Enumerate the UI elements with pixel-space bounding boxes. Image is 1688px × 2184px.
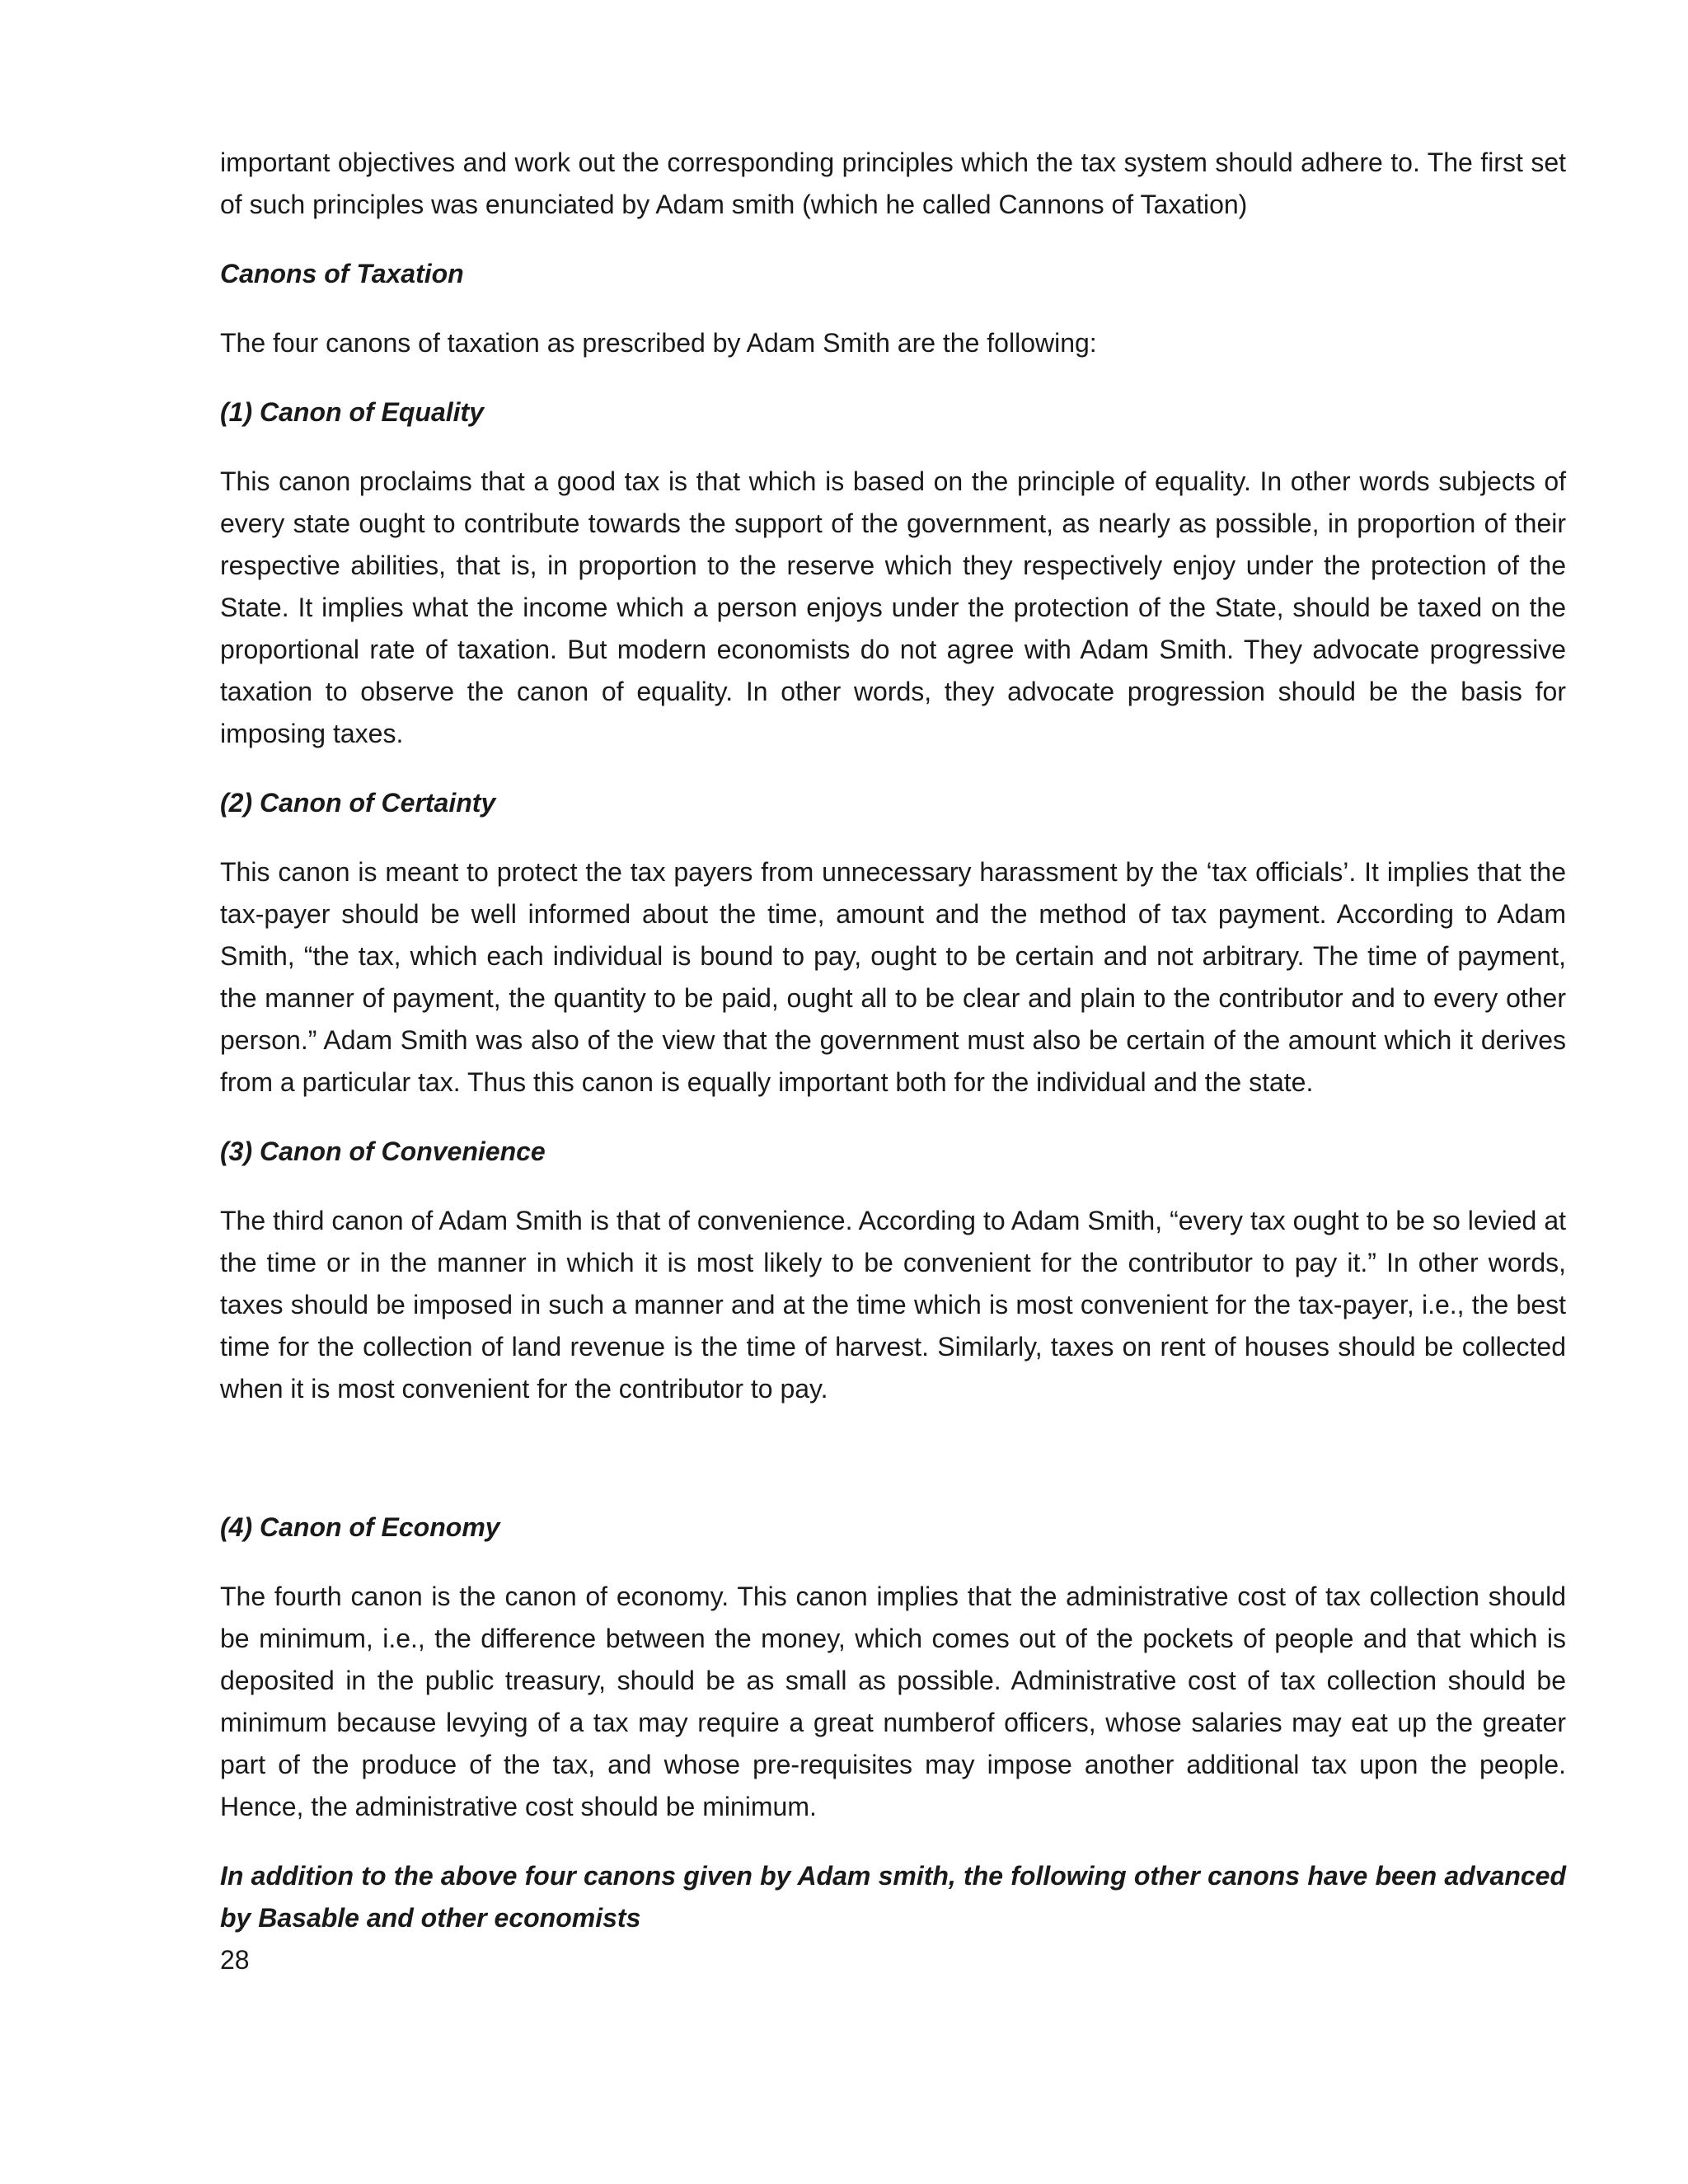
section-title: Canons of Taxation [220,259,464,288]
document-page [220,142,1566,1981]
canon-convenience-paragraph: The third canon of Adam Smith is that of convenience. According to Adam Smith, “every tax ought to be so levied at the time or in the manner in which it is most likely to be convenient for the contributor to pay it.” In other words, taxes should be imposed in such a manner and at the time which is most convenient for the tax-payer, i.e., the best time for the collection of land revenue is the time of harvest. Similarly, taxes on rent of houses should be collected when it is most convenient for the contributor to pay. [220,1206,1566,1404]
canon-convenience-heading: (3) Canon of Convenience [220,1137,546,1166]
canon-certainty-paragraph: This canon is meant to protect the tax payers from unnecessary harassment by the ‘tax officials’. It implies that the tax-payer should be well informed about the time, amount and the method of tax payment. According to Adam Smith, “the tax, which each individual is bound to pay, ought to be certain and not arbitrary. The time of payment, the manner of payment, the quantity to be paid, ought all to be clear and plain to the contributor and to every other person.” Adam Smith was also of the view that the government must also be certain of the amount which it derives from a particular tax. Thus this canon is equally important both for the individual and the state. [220,857,1566,1097]
closing-statement: In addition to the above four canons given by Adam smith, the following other canons have been advanced by Basable and other economists [220,1861,1566,1933]
blank-space [220,1437,1566,1507]
canon-equality-heading: (1) Canon of Equality [220,397,484,427]
canon-certainty-heading: (2) Canon of Certainty [220,788,496,818]
canon-economy-heading: (4) Canon of Economy [220,1512,500,1542]
section-intro-paragraph: The four canons of taxation as prescribed by Adam Smith are the following: [220,328,1097,358]
intro-paragraph: important objectives and work out the corresponding principles which the tax system should adhere to. The first set of such principles was enunciated by Adam smith (which he called Cannons of Taxation) [220,148,1566,219]
page-number: 28 [220,1945,250,1975]
canon-economy-paragraph: The fourth canon is the canon of economy. This canon implies that the administrative cost of tax collection should be minimum, i.e., the difference between the money, which comes out of the pockets of people and that which is deposited in the public treasury, should be as small as possible. Administrative cost of tax collection should be minimum because levying of a tax may require a great numberof officers, whose salaries may eat up the greater part of the produce of the tax, and whose pre-requisites may impose another additional tax upon the people. Hence, the administrative cost should be minimum. [220,1582,1566,1821]
canon-equality-paragraph: This canon proclaims that a good tax is that which is based on the principle of equality. In other words subjects of every state ought to contribute towards the support of the government, as nearly as possible, in proportion of their respective abilities, that is, in proportion to the reserve which they respectively enjoy under the protection of the State. It implies what the income which a person enjoys under the protection of the State, should be taxed on the proportional rate of taxation. But modern economists do not agree with Adam Smith. They advocate progressive taxation to observe the canon of equality. In other words, they advocate progression should be the basis for imposing taxes. [220,466,1566,748]
